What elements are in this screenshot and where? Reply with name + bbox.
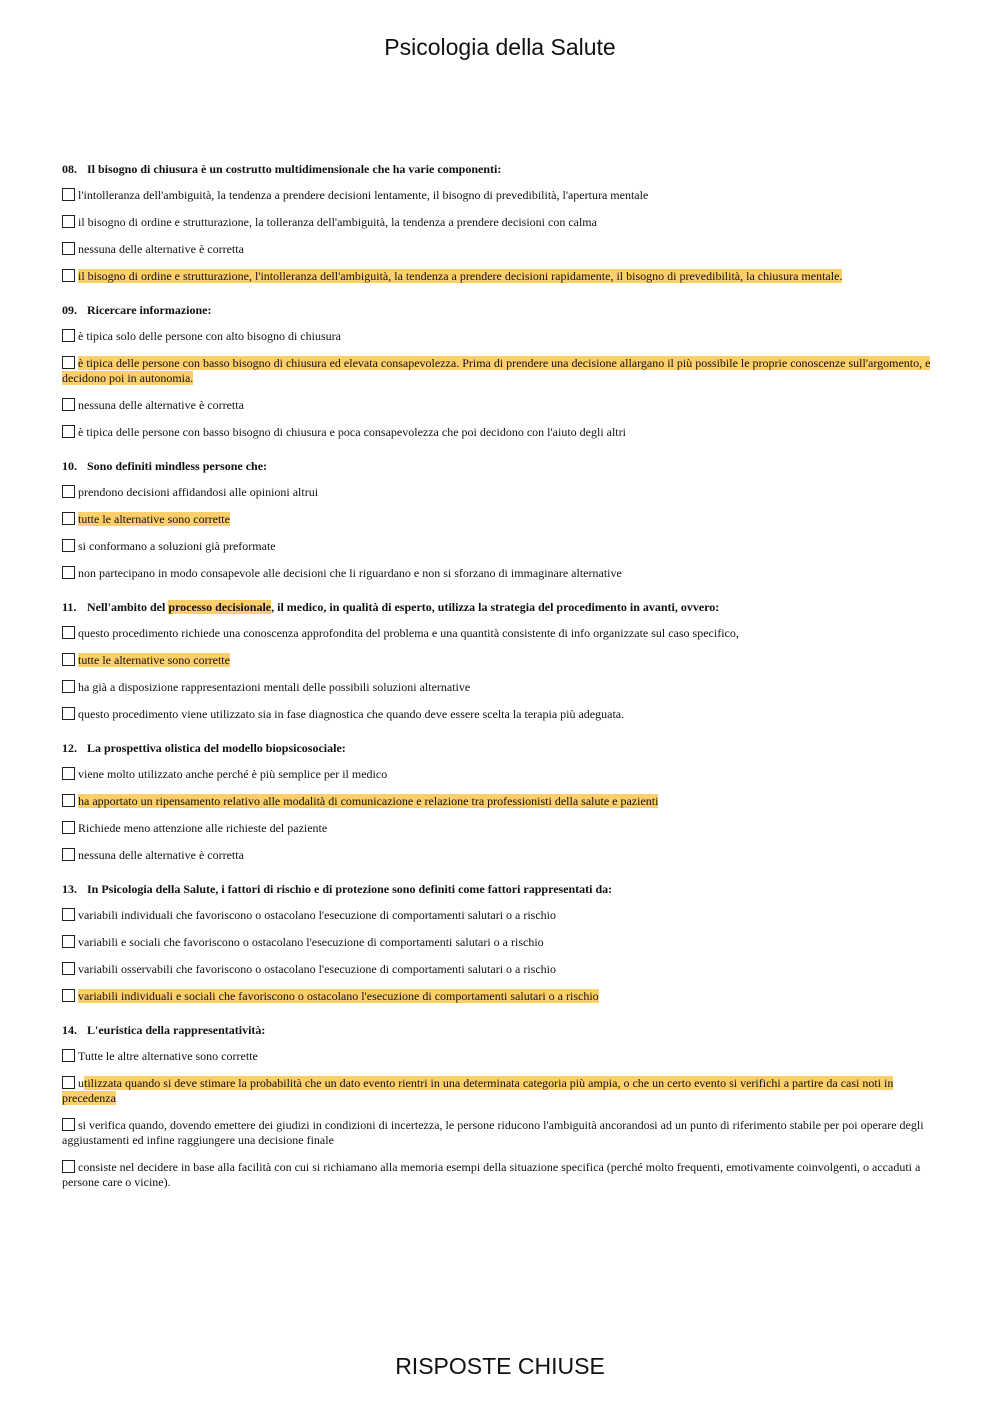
highlighted-answer-text: tutte le alternative sono corrette <box>78 512 230 526</box>
highlighted-answer-text: tilizzata quando si deve stimare la probabilità che un dato evento rientri in una determinata categoria più ampia, o che un certo evento si verifichi a partire da casi noti in precedenza <box>62 1076 894 1105</box>
question-text: La prospettiva olistica del modello biopsicosociale: <box>87 741 346 755</box>
answer-option[interactable] <box>62 329 938 344</box>
question-text: Ricercare informazione: <box>87 303 212 317</box>
answer-checkbox[interactable] <box>62 989 75 1002</box>
option-text: nessuna delle alternative è corretta <box>78 848 244 862</box>
answer-option[interactable] <box>62 425 938 440</box>
answer-option[interactable] <box>62 1049 938 1064</box>
answer-checkbox[interactable] <box>62 848 75 861</box>
answer-checkbox[interactable] <box>62 1118 75 1131</box>
highlighted-answer-text: il bisogno di ordine e strutturazione, l'intolleranza dell'ambiguità, la tendenza a prendere decisioni rapidamente, il bisogno di prevedibilità, la chiusura mentale. <box>78 269 843 283</box>
option-text: ha già a disposizione rappresentazioni mentali delle possibili soluzioni alternative <box>78 680 471 694</box>
answer-checkbox[interactable] <box>62 269 75 282</box>
answer-checkbox[interactable] <box>62 485 75 498</box>
option-text: viene molto utilizzato anche perché è più semplice per il medico <box>78 767 388 781</box>
answer-option[interactable] <box>62 566 938 581</box>
answer-option-correct[interactable] <box>62 1076 938 1106</box>
answer-option[interactable] <box>62 539 938 554</box>
answer-option[interactable] <box>62 626 938 641</box>
option-text: Tutte le altre alternative sono corrette <box>78 1049 258 1063</box>
option-text-plain: u <box>78 1076 84 1090</box>
question-11 <box>62 600 938 722</box>
answer-checkbox[interactable] <box>62 908 75 921</box>
answer-checkbox[interactable] <box>62 215 75 228</box>
question-heading <box>62 741 938 756</box>
answer-checkbox[interactable] <box>62 794 75 807</box>
answer-checkbox[interactable] <box>62 626 75 639</box>
answer-option[interactable] <box>62 398 938 413</box>
answer-checkbox[interactable] <box>62 962 75 975</box>
answer-option[interactable] <box>62 485 938 500</box>
question-text: In Psicologia della Salute, i fattori di rischio e di protezione sono definiti come fattori rappresentati da: <box>87 882 613 896</box>
answer-checkbox[interactable] <box>62 935 75 948</box>
answer-option[interactable] <box>62 1160 938 1190</box>
answer-option[interactable] <box>62 767 938 782</box>
answer-option-correct[interactable] <box>62 653 938 668</box>
answer-option[interactable] <box>62 962 938 977</box>
option-text: si conformano a soluzioni già preformate <box>78 539 276 553</box>
answer-checkbox[interactable] <box>62 356 75 369</box>
option-text: non partecipano in modo consapevole alle decisioni che li riguardano e non si sforzano di immaginare alternative <box>78 566 622 580</box>
question-14 <box>62 1023 938 1190</box>
answer-option[interactable] <box>62 1118 938 1148</box>
option-text: nessuna delle alternative è corretta <box>78 242 244 256</box>
answer-option-correct[interactable] <box>62 989 938 1004</box>
highlighted-answer-text: è tipica delle persone con basso bisogno di chiusura ed elevata consapevolezza. Prima di prendere una decisione allargano il più possibile le proprie conoscenze sull'argomento, e decidono poi in autonomia. <box>62 356 931 385</box>
answer-option-correct[interactable] <box>62 512 938 527</box>
question-heading <box>62 882 938 897</box>
answer-option[interactable] <box>62 935 938 950</box>
answer-checkbox[interactable] <box>62 707 75 720</box>
quiz-list <box>62 162 938 1209</box>
answer-option[interactable] <box>62 848 938 863</box>
question-text: Il bisogno di chiusura è un costrutto multidimensionale che ha varie componenti: <box>87 162 502 176</box>
question-heading <box>62 459 938 474</box>
answer-checkbox[interactable] <box>62 1160 75 1173</box>
question-09 <box>62 303 938 440</box>
page-title: Psicologia della Salute <box>384 34 616 60</box>
question-text-highlight: processo decisionale <box>168 600 272 614</box>
question-12 <box>62 741 938 863</box>
question-number: 13. <box>62 882 77 896</box>
answer-checkbox[interactable] <box>62 329 75 342</box>
question-number: 11. <box>62 600 77 614</box>
question-text: Sono definiti mindless persone che: <box>87 459 268 473</box>
option-text: è tipica solo delle persone con alto bisogno di chiusura <box>78 329 341 343</box>
highlighted-answer-text: variabili individuali e sociali che favoriscono o ostacolano l'esecuzione di comportamenti salutari o a rischio <box>78 989 599 1003</box>
question-heading <box>62 1023 938 1038</box>
answer-checkbox[interactable] <box>62 821 75 834</box>
question-text: L'euristica della rappresentatività: <box>87 1023 266 1037</box>
option-text: questo procedimento viene utilizzato sia in fase diagnostica che quando deve essere scelta la terapia più adeguata. <box>78 707 625 721</box>
answer-checkbox[interactable] <box>62 242 75 255</box>
answer-option[interactable] <box>62 215 938 230</box>
question-08 <box>62 162 938 284</box>
question-heading <box>62 600 938 615</box>
option-text: Richiede meno attenzione alle richieste del paziente <box>78 821 328 835</box>
option-text: variabili osservabili che favoriscono o ostacolano l'esecuzione di comportamenti salutari o a rischio <box>78 962 557 976</box>
option-text: consiste nel decidere in base alla facilità con cui si richiamano alla memoria esempi della situazione specifica (perché molto frequenti, emotivamente coinvolgenti, o accaduti a persone care o vicine). <box>62 1160 921 1189</box>
question-number: 10. <box>62 459 77 473</box>
option-text: si verifica quando, dovendo emettere dei giudizi in condizioni di incertezza, le persone riducono l'ambiguità ancorandosi ad un punto di riferimento stabile per poi operare degli aggiustamenti ed infine raggiungere una decisione finale <box>62 1118 924 1147</box>
answer-checkbox[interactable] <box>62 425 75 438</box>
answer-option[interactable] <box>62 680 938 695</box>
option-text: nessuna delle alternative è corretta <box>78 398 244 412</box>
answer-option[interactable] <box>62 707 938 722</box>
option-text: prendono decisioni affidandosi alle opinioni altrui <box>78 485 319 499</box>
page-footer: RISPOSTE CHIUSE <box>395 1353 605 1379</box>
option-text: questo procedimento richiede una conoscenza approfondita del problema e una quantità consistente di info organizzate sul caso specifico, <box>78 626 739 640</box>
option-text: variabili individuali che favoriscono o ostacolano l'esecuzione di comportamenti salutari o a rischio <box>78 908 557 922</box>
question-10 <box>62 459 938 581</box>
highlighted-answer-text: tutte le alternative sono corrette <box>78 653 230 667</box>
question-text-before: Nell'ambito del <box>87 600 169 614</box>
answer-checkbox[interactable] <box>62 1076 75 1089</box>
option-text: l'intolleranza dell'ambiguità, la tendenza a prendere decisioni lentamente, il bisogno di prevedibilità, l'apertura mentale <box>78 188 649 202</box>
answer-option[interactable] <box>62 821 938 836</box>
answer-checkbox[interactable] <box>62 1049 75 1062</box>
option-text: il bisogno di ordine e strutturazione, la tolleranza dell'ambiguità, la tendenza a prendere decisioni con calma <box>78 215 597 229</box>
answer-checkbox[interactable] <box>62 653 75 666</box>
answer-option[interactable] <box>62 188 938 203</box>
question-number: 08. <box>62 162 77 176</box>
question-number: 12. <box>62 741 77 755</box>
answer-option-correct[interactable] <box>62 269 938 284</box>
answer-checkbox[interactable] <box>62 767 75 780</box>
answer-checkbox[interactable] <box>62 566 75 579</box>
answer-checkbox[interactable] <box>62 188 75 201</box>
question-heading <box>62 303 938 318</box>
question-number: 09. <box>62 303 77 317</box>
answer-option[interactable] <box>62 242 938 257</box>
answer-option[interactable] <box>62 908 938 923</box>
question-13 <box>62 882 938 1004</box>
option-text: è tipica delle persone con basso bisogno di chiusura e poca consapevolezza che poi decidono con l'aiuto degli altri <box>78 425 626 439</box>
answer-checkbox[interactable] <box>62 680 75 693</box>
answer-checkbox[interactable] <box>62 539 75 552</box>
answer-checkbox[interactable] <box>62 398 75 411</box>
question-number: 14. <box>62 1023 77 1037</box>
answer-checkbox[interactable] <box>62 512 75 525</box>
answer-option-correct[interactable] <box>62 356 938 386</box>
answer-option-correct[interactable] <box>62 794 938 809</box>
question-text-after: , il medico, in qualità di esperto, utilizza la strategia del procedimento in avanti, ovvero: <box>271 600 720 614</box>
question-heading <box>62 162 938 177</box>
option-text: variabili e sociali che favoriscono o ostacolano l'esecuzione di comportamenti salutari o a rischio <box>78 935 544 949</box>
highlighted-answer-text: ha apportato un ripensamento relativo alle modalità di comunicazione e relazione tra professionisti della salute e pazienti <box>78 794 659 808</box>
